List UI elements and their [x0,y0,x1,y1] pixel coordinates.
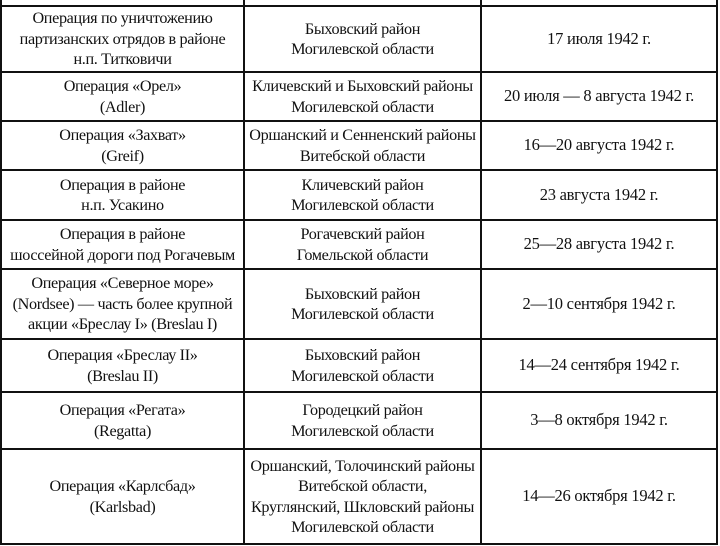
region-name: Оршанский и Сенненский районы Витебской области [249,126,476,165]
table-row [1,339,717,392]
region-name: Городецкий район Могилевской области [291,401,434,440]
operation-date: 20 июля — 8 августа 1942 г. [503,86,695,106]
operation-cell [1,121,244,170]
operation-cell [1,220,244,269]
region-cell [244,269,481,339]
operation-name: Операция «Регата» (Regatta) [59,401,186,440]
operation-cell [1,72,244,121]
region-cell [244,449,481,544]
table-row [1,269,717,339]
region-name: Оршанский, Толочинский районы Витебской области, Круглянский, Шкловский районы Могилевской области [250,456,475,536]
date-cell [481,339,717,392]
region-name: Рогачевский район Гомельской области [296,225,429,264]
region-cell [244,392,481,449]
operation-date: 3—8 октября 1942 г. [530,410,668,430]
region-cell [244,170,481,220]
operation-cell [1,6,244,72]
operation-cell [1,449,244,544]
operation-date: 2—10 сентября 1942 г. [522,293,676,313]
table-row [1,170,717,220]
operation-date: 16—20 августа 1942 г. [523,135,675,155]
operation-date: 14—24 сентября 1942 г. [518,355,680,375]
operation-date: 17 июля 1942 г. [547,28,651,48]
operation-cell [1,170,244,220]
operation-name: Операция «Карлсбад» (Karlsbad) [49,477,196,516]
table-row [1,392,717,449]
table-row [1,6,717,72]
operation-name: Операция «Бреслау II» (Breslau II) [47,346,198,385]
operation-date: 14—26 октября 1942 г. [522,486,676,506]
region-name: Кличевский и Быховский районы Могилевской области [252,77,473,116]
date-cell [481,170,717,220]
region-name: Быховский район Могилевской области [291,346,434,385]
operation-date: 23 августа 1942 г. [539,184,659,204]
date-cell [481,269,717,339]
operation-cell [1,392,244,449]
date-cell [481,220,717,269]
region-name: Кличевский район Могилевской области [291,175,434,214]
date-cell [481,392,717,449]
operation-name: Операция «Захват» (Greif) [59,126,186,165]
operations-table-body [1,0,717,544]
operation-name: Операция в районе шоссейной дороги под Рогачевым [10,225,235,264]
region-cell [244,6,481,72]
operation-name: Операция по уничтожению партизанских отрядов в районе н.п. Титковичи [19,9,226,69]
table-row [1,449,717,544]
region-name: Быховский район Могилевской области [291,19,434,58]
date-cell [481,121,717,170]
operation-cell [1,339,244,392]
region-name: Быховский район Могилевской области [291,284,434,323]
region-cell [244,339,481,392]
table-row [1,121,717,170]
date-cell [481,449,717,544]
operation-name: Операция в районе н.п. Усакино [59,175,186,214]
region-cell [244,72,481,121]
table-row [1,220,717,269]
date-cell [481,6,717,72]
operation-name: Операция «Орел» (Adler) [63,77,182,116]
region-cell [244,220,481,269]
operation-name: Операция «Северное море» (Nordsee) — часть более крупной акции «Бреслау I» (Breslau I) [12,274,233,334]
operation-date: 25—28 августа 1942 г. [523,234,675,254]
date-cell [481,72,717,121]
table-row [1,72,717,121]
region-cell [244,121,481,170]
operation-cell [1,269,244,339]
